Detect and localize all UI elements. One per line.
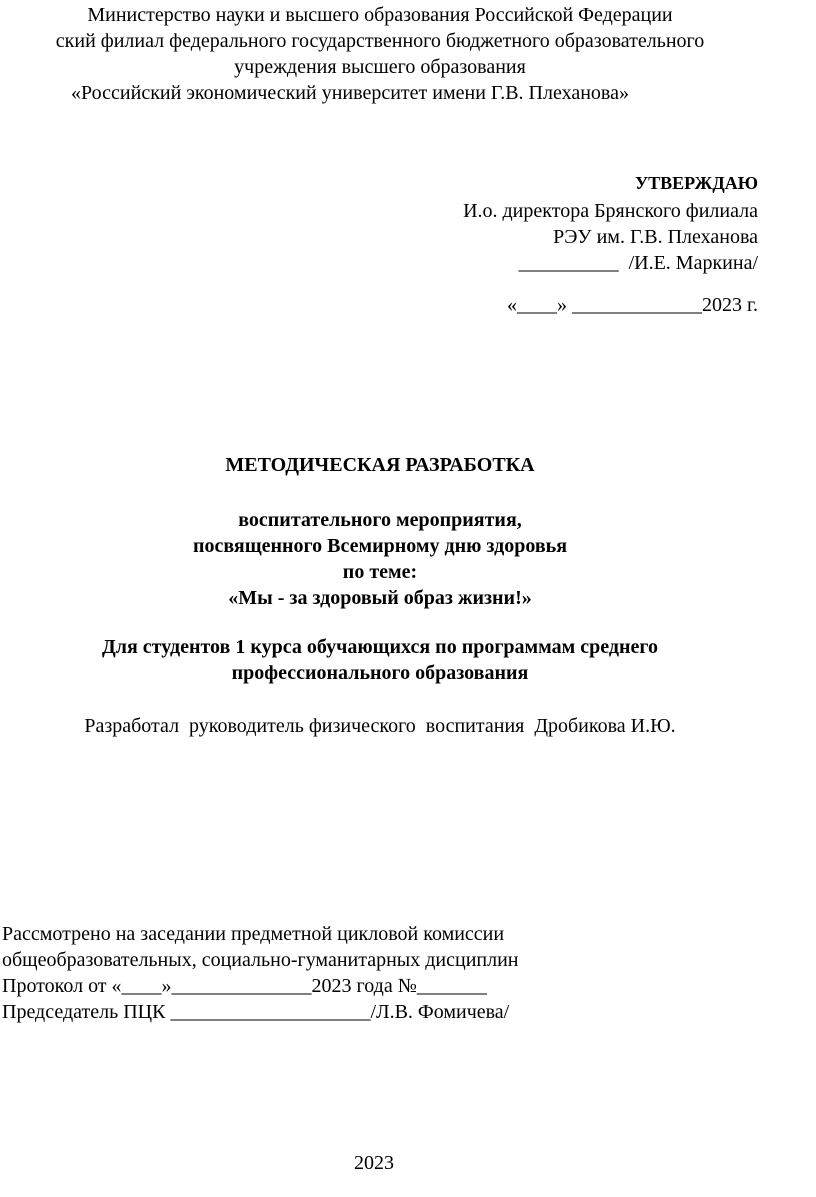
footer-year: 2023 [354, 1152, 394, 1174]
author-line: Разработал руководитель физического воспитания Дробикова И.Ю. [84, 715, 676, 737]
header-university: «Российский экономический университет имени Г.В. Плеханова» [71, 82, 629, 104]
approval-date: «____» _____________2023 г. [507, 294, 758, 316]
review-chairman: Председатель ПЦК ____________________/Л.В. Фомичева/ [2, 1001, 510, 1023]
document-subtitle-3: по теме: [342, 561, 418, 583]
approval-title: УТВЕРЖДАЮ [634, 173, 758, 193]
document-title: МЕТОДИЧЕСКАЯ РАЗРАБОТКА [225, 454, 535, 476]
review-protocol: Протокол от «____»______________2023 года №_______ [2, 975, 487, 997]
audience-line-1: Для студентов 1 курса обучающихся по программам среднего [102, 636, 658, 658]
document-subtitle-2: посвященного Всемирному дню здоровья [192, 535, 568, 557]
header-institution-type: учреждения высшего образования [234, 56, 526, 78]
audience-line-2: профессионального образования [231, 662, 529, 684]
approval-position: И.о. директора Брянского филиала [463, 200, 758, 222]
document-subtitle-1: воспитательного мероприятия, [238, 509, 522, 531]
approval-org: РЭУ им. Г.В. Плеханова [553, 226, 758, 248]
header-branch: ский филиал федерального государственного бюджетного образовательного [55, 30, 705, 52]
header-ministry: Министерство науки и высшего образования Российской Федерации [87, 4, 673, 26]
document-topic: «Мы - за здоровый образ жизни!» [228, 587, 532, 609]
review-line-1: Рассмотрено на заседании предметной цикловой комиссии [2, 923, 505, 945]
approval-signature: __________ /И.Е. Маркина/ [518, 252, 758, 274]
review-line-2: общеобразовательных, социально-гуманитарных дисциплин [2, 949, 519, 971]
